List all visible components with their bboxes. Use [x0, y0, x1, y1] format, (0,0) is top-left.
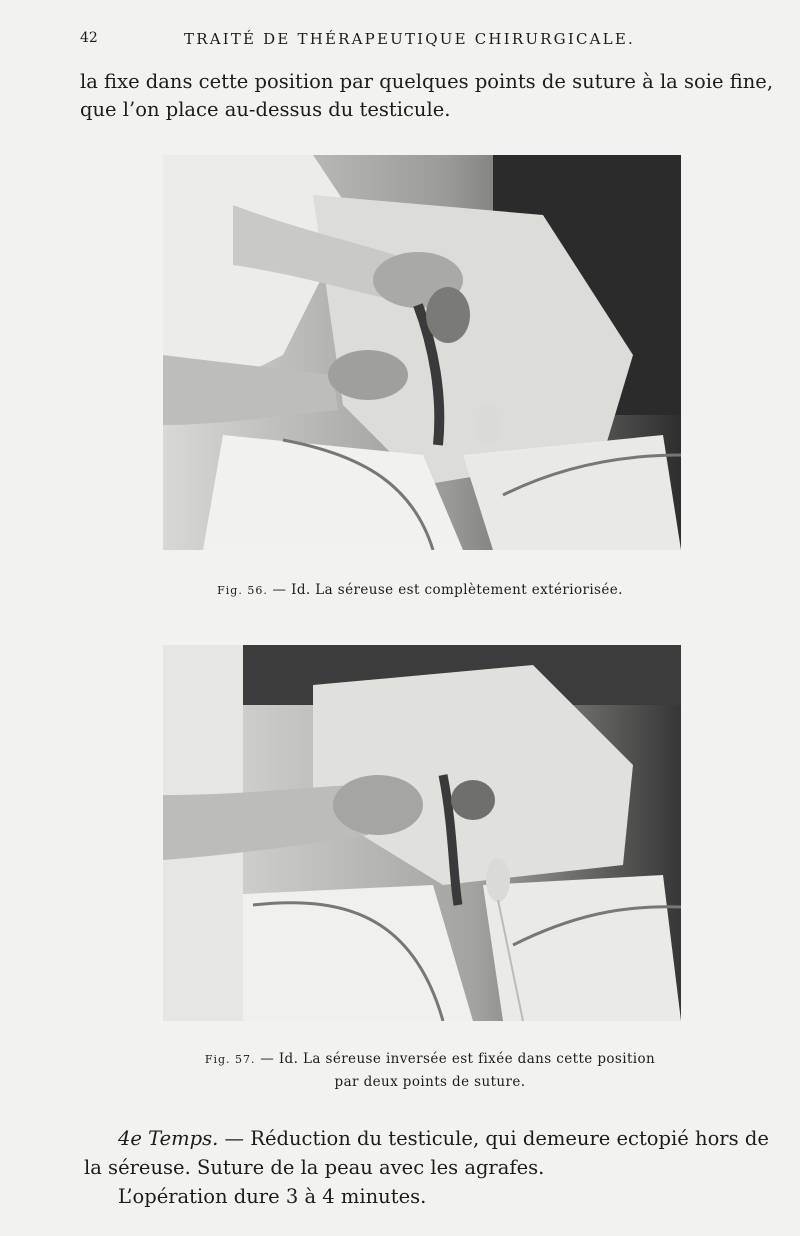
caption-text: — Id. La séreuse est complètement extériorisée.: [272, 582, 623, 598]
figure-57-caption: [150, 1048, 710, 1093]
surgery-photo-illustration: [163, 155, 681, 550]
paragraph-line: L’opération dure 3 à 4 minutes.: [118, 1185, 427, 1208]
bottom-paragraph: [84, 1124, 774, 1211]
page-number: 42: [80, 30, 98, 46]
surgery-photo-illustration: [163, 645, 681, 1021]
figure-56-photo: [163, 155, 681, 550]
caption-text: par deux points de suture.: [334, 1074, 526, 1090]
paragraph-line: la fixe dans cette position par quelques points de suture à la soie fine,: [80, 70, 774, 93]
paragraph-text: — Réduction du testicule, qui demeure ectopié hors de: [218, 1127, 769, 1150]
figure-label: Fig. 56.: [217, 584, 268, 597]
figure-57-photo: [163, 645, 681, 1021]
running-head: [80, 28, 770, 52]
paragraph-line: que l’on place au-dessus du testicule.: [80, 98, 451, 121]
figure-56-caption: [160, 582, 680, 598]
caption-text: — Id. La séreuse inversée est fixée dans cette position: [260, 1051, 656, 1067]
paragraph-line: [84, 1124, 774, 1153]
paragraph-line: la séreuse. Suture de la peau avec les agrafes.: [84, 1156, 545, 1179]
top-paragraph: [80, 68, 774, 124]
step-label: 4e Temps.: [118, 1127, 219, 1150]
figure-label: Fig. 57.: [204, 1053, 256, 1066]
running-title: TRAITÉ DE THÉRAPEUTIQUE CHIRURGICALE.: [184, 30, 635, 48]
